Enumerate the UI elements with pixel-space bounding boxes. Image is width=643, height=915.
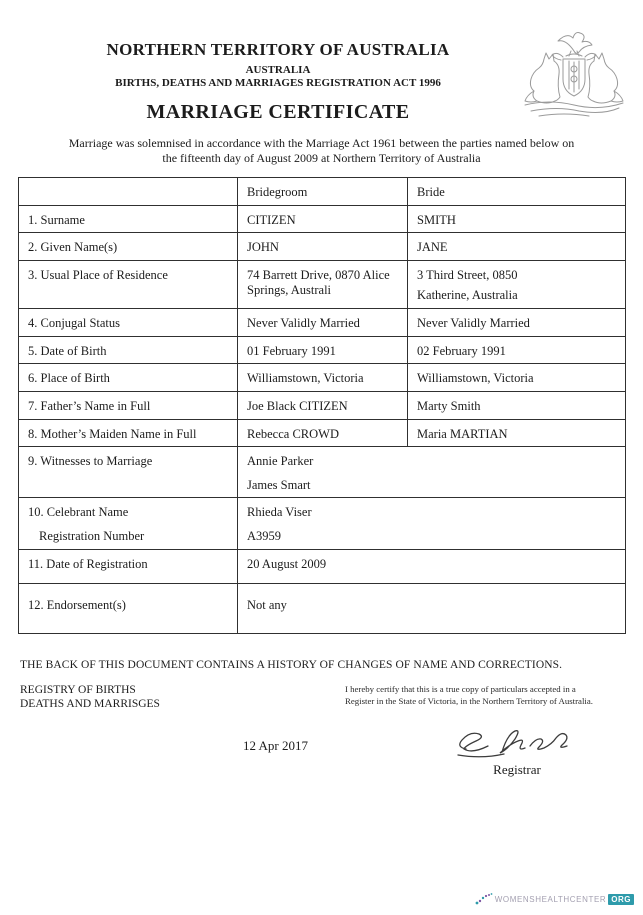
col-header-bride: Bride (408, 177, 626, 205)
certificate-date: 12 Apr 2017 (243, 737, 308, 753)
row-label: 5. Date of Birth (19, 336, 238, 364)
header-text-block (0, 40, 556, 124)
registry-line-2: DEATHS AND MARRISGES (20, 698, 160, 711)
watermark (475, 892, 634, 906)
row-conjugal-status (19, 309, 626, 337)
registrar-label: Registrar (493, 761, 541, 777)
back-note: THE BACK OF THIS DOCUMENT CONTAINS A HISTORY OF CHANGES OF NAME AND CORRECTIONS. (20, 658, 563, 671)
watermark-org-badge: ORG (608, 894, 634, 905)
signature-row (0, 725, 643, 803)
groom-value: 74 Barrett Drive, 0870 Alice Springs, Australi (238, 260, 408, 308)
row-surname (19, 205, 626, 233)
solemnised-statement (0, 136, 643, 166)
row-label: 7. Father’s Name in Full (19, 391, 238, 419)
row-date-of-birth (19, 336, 626, 364)
label-line: 10. Celebrant Name (28, 505, 129, 520)
certify-line-2: Register in the State of Victoria, in the Northern Territory of Australia. (345, 695, 593, 706)
celebrant-value (238, 498, 626, 549)
value-line: 3 Third Street, 0850 (417, 267, 518, 282)
row-registration-date (19, 549, 626, 583)
witnesses-value (238, 447, 626, 498)
row-endorsements (19, 583, 626, 633)
row-label: 2. Given Name(s) (19, 233, 238, 261)
row-given-names (19, 233, 626, 261)
row-witnesses (19, 447, 626, 498)
groom-value: Rebecca CROWD (238, 419, 408, 447)
bride-value: JANE (408, 233, 626, 261)
row-father-name (19, 391, 626, 419)
act-label: BIRTHS, DEATHS AND MARRIAGES REGISTRATION ACT 1996 (115, 76, 441, 89)
watermark-text: WOMENSHEALTHCENTER (494, 894, 607, 904)
groom-value: Joe Black CITIZEN (238, 391, 408, 419)
certify-statement (345, 683, 597, 708)
row-label: 11. Date of Registration (19, 549, 238, 583)
row-label: 8. Mother’s Maiden Name in Full (19, 419, 238, 447)
value-line: James Smart (247, 477, 311, 492)
authority-title: NORTHERN TERRITORY OF AUSTRALIA (106, 40, 450, 59)
value-line: Rhieda Viser (247, 505, 312, 520)
bride-value: Williamstown, Victoria (408, 364, 626, 392)
bride-value (408, 260, 626, 308)
certificate-table (18, 177, 626, 634)
value-line: Annie Parker (247, 454, 314, 469)
row-mother-name (19, 419, 626, 447)
bride-value: 02 February 1991 (408, 336, 626, 364)
bride-value: Marty Smith (408, 391, 626, 419)
groom-value: JOHN (238, 233, 408, 261)
solemnised-line-2: the fifteenth day of August 2009 at Northern Territory of Australia (162, 150, 481, 165)
groom-value: Never Validly Married (238, 309, 408, 337)
row-place-of-birth (19, 364, 626, 392)
bride-value: Maria MARTIAN (408, 419, 626, 447)
registration-date-value: 20 August 2009 (238, 549, 626, 583)
groom-value: CITIZEN (238, 205, 408, 233)
groom-value: Williamstown, Victoria (238, 364, 408, 392)
row-celebrant (19, 498, 626, 549)
certificate-header (0, 0, 643, 124)
row-label: 12. Endorsement(s) (19, 583, 238, 633)
row-residence (19, 260, 626, 308)
signature-block (448, 725, 586, 778)
row-label: 4. Conjugal Status (19, 309, 238, 337)
coat-of-arms-icon (519, 29, 629, 129)
groom-value: 01 February 1991 (238, 336, 408, 364)
country-label: AUSTRALIA (245, 63, 311, 76)
bride-value: Never Validly Married (408, 309, 626, 337)
registrar-signature-icon (452, 725, 582, 761)
footer-row (0, 683, 643, 725)
row-label (19, 498, 238, 549)
col-header-empty (19, 177, 238, 205)
registry-line-1: REGISTRY OF BIRTHS (20, 683, 136, 696)
registry-block (20, 683, 160, 712)
solemnised-line-1: Marriage was solemnised in accordance with the Marriage Act 1961 between the parties named below on (68, 135, 575, 150)
row-label: 3. Usual Place of Residence (19, 260, 238, 308)
value-line: A3959 (247, 529, 282, 544)
row-label: 6. Place of Birth (19, 364, 238, 392)
label-line: Registration Number (39, 529, 145, 544)
watermark-dots-icon (475, 892, 493, 906)
row-label: 9. Witnesses to Marriage (19, 447, 238, 498)
col-header-bridegroom: Bridegroom (238, 177, 408, 205)
bride-value: SMITH (408, 205, 626, 233)
table-header-row (19, 177, 626, 205)
certificate-title: MARRIAGE CERTIFICATE (146, 100, 410, 123)
row-label: 1. Surname (19, 205, 238, 233)
value-line: Katherine, Australia (417, 288, 518, 303)
endorsements-value: Not any (238, 583, 626, 633)
certify-line-1: I hereby certify that this is a true copy of particulars accepted in a (345, 683, 576, 694)
